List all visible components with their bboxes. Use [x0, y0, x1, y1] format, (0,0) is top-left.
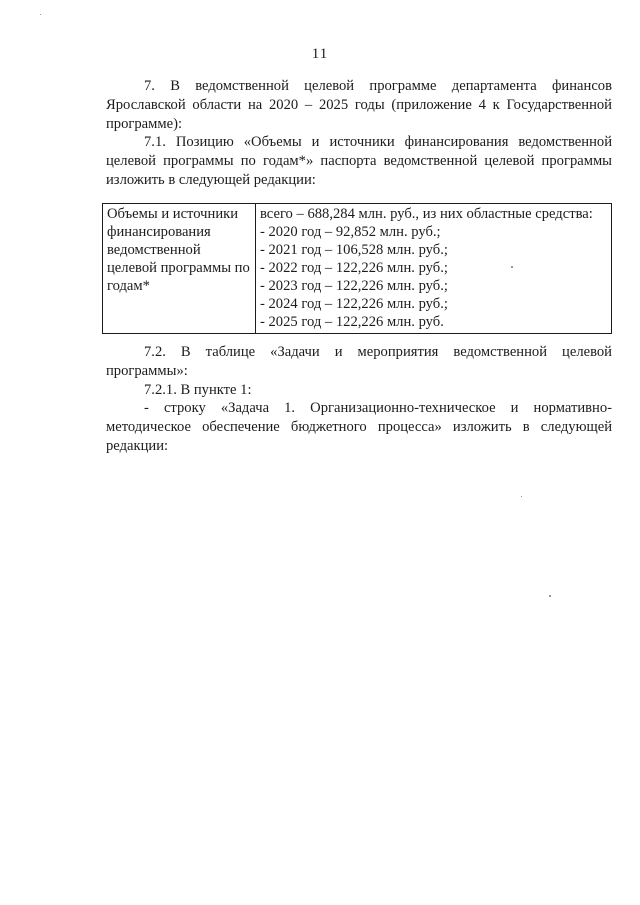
financing-table	[102, 203, 612, 334]
financing-year-line: - 2022 год – 122,226 млн. руб.;	[260, 260, 448, 276]
scan-speck	[511, 266, 513, 268]
financing-year-line: - 2023 год – 122,226 млн. руб.;	[260, 278, 448, 294]
financing-year-line: - 2020 год – 92,852 млн. руб.;	[260, 224, 441, 240]
paragraph-line-item	[106, 399, 612, 456]
financing-values-cell	[256, 204, 612, 334]
financing-label-cell: Объемы и источники финансирования ведомственной целевой программы по годам*	[103, 204, 256, 334]
table-row	[103, 204, 612, 334]
paragraph-7-text: 7. В ведомственной целевой программе департамента финансов Ярославской области на 2020 – 2025 годы (приложение 4 к Государственной программе):	[106, 78, 612, 132]
financing-year-line: - 2025 год – 122,226 млн. руб.	[260, 314, 444, 330]
page-number: 11	[311, 46, 329, 62]
paragraph-7-2-1	[106, 381, 612, 400]
paragraph-7	[106, 77, 612, 134]
scan-speck	[549, 595, 551, 597]
paragraph-7-1-text: 7.1. Позицию «Объемы и источники финансирования ведомственной целевой программы по годам*» паспорта ведомственной целевой программы изложить в следующей редакции:	[106, 134, 612, 188]
paragraph-7-2-text: 7.2. В таблице «Задачи и мероприятия ведомственной целевой программы»:	[106, 344, 612, 379]
paragraph-7-1	[106, 133, 612, 190]
financing-year-line: - 2021 год – 106,528 млн. руб.;	[260, 242, 448, 258]
financing-total-line: всего – 688,284 млн. руб., из них областные средства:	[260, 206, 593, 222]
paragraph-line-item-text: - строку «Задача 1. Организационно-техническое и нормативно-методическое обеспечение бюджетного процесса» изложить в следующей редакции:	[106, 400, 612, 454]
paragraph-7-2-1-text: 7.2.1. В пункте 1:	[144, 382, 252, 398]
financing-year-line: - 2024 год – 122,226 млн. руб.;	[260, 296, 448, 312]
scan-speck	[521, 496, 522, 497]
scan-speck	[40, 14, 41, 15]
paragraph-7-2	[106, 343, 612, 381]
